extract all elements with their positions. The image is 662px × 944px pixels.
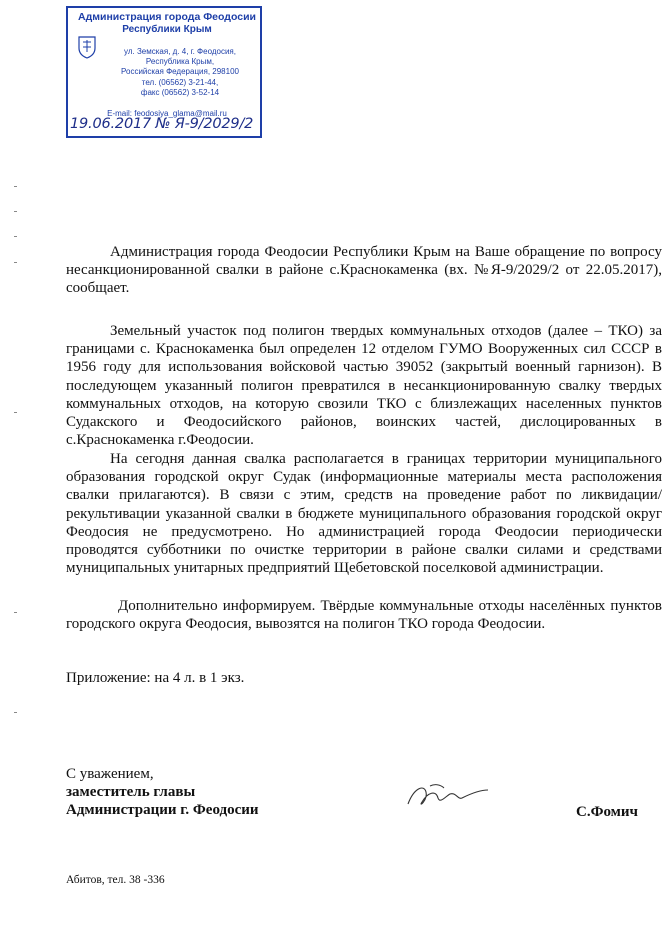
- signer-name: С.Фомич: [576, 804, 638, 820]
- handwritten-signature-icon: [400, 778, 490, 818]
- attachment-note: Приложение: на 4 л. в 1 экз.: [66, 670, 245, 686]
- stamp-subtitle: Республики Крым: [122, 24, 212, 35]
- paragraph-intro: Администрация города Феодосии Республики Крым на Ваше обращение по вопросу несанкционированной свалки в районе с.Краснокаменка (вх. №Я-9/2029/2 от 22.05.2017), сообщает.: [66, 244, 662, 297]
- stamp-address-line: Республика Крым,: [145, 57, 215, 67]
- registration-stamp: [66, 6, 262, 138]
- coat-of-arms-icon: [76, 34, 98, 60]
- margin-mark: [14, 236, 17, 237]
- stamp-phone: тел. (06562) 3-21-44,: [141, 77, 219, 87]
- stamp-address-line: ул. Земская, д. 4, г. Феодосия,: [124, 47, 236, 56]
- margin-mark: [14, 412, 17, 413]
- paragraph-current-status: На сегодня данная свалка располагается в границах территории муниципального образования городской округ Судак (информационные материалы места расположения свалки прилагаются). В связи с этим, средств на проведение работ по ликвидации/рекультивации указанной свалки в бюджете муниципального образования городской округ Феодосия не предусмотрено. Но администрацией города Феодосии периодически проводятся субботники по очистке территории в районе свалки силами и средствами муниципальных унитарных предприятий Щебетовской поселковой администрации.: [66, 451, 662, 577]
- signer-organization: Администрации г. Феодосии: [66, 802, 259, 818]
- paragraph-additional-info: Дополнительно информируем. Твёрдые коммунальные отходы населённых пунктов городского округа Феодосия, вывозятся на полигон ТКО города Феодосии.: [66, 598, 662, 633]
- margin-mark: [14, 186, 17, 187]
- stamp-fax: факс (06562) 3-52-14: [140, 87, 220, 97]
- executor-contact: Абитов, тел. 38 -336: [66, 874, 165, 886]
- closing-regards: С уважением,: [66, 766, 154, 782]
- stamp-address-line: Российская Федерация, 298100: [121, 67, 239, 77]
- margin-mark: [14, 612, 17, 613]
- signer-position: заместитель главы: [66, 784, 196, 800]
- margin-mark: [14, 262, 17, 263]
- stamp-email: E-mail: feodosiya_glama@mail.ru: [107, 109, 227, 118]
- margin-mark: [14, 712, 17, 713]
- margin-mark: [14, 211, 17, 212]
- paragraph-land-history: Земельный участок под полигон твердых коммунальных отходов (далее – ТКО) за границами с. Краснокаменка был определен 12 отделом ГУМО Вооруженных сил СССР в 1956 году для использования войсковой частью 39052 (закрытый военный гарнизон). В последующем указанный полигон превратился в несанкционированную свалку твердых коммунальных отходов, на которую свозили ТКО с близлежащих населенных пунктов Судакского и Феодосийского районов, воинских частей, дислоцированных в с.Краснокаменка г.Феодосии.: [66, 323, 662, 449]
- stamp-address: [98, 47, 262, 98]
- stamp-title: Администрация города Феодосии: [78, 11, 256, 23]
- stamp-reg-number: 19.06.2017 № Я-9/2029/2: [70, 116, 254, 132]
